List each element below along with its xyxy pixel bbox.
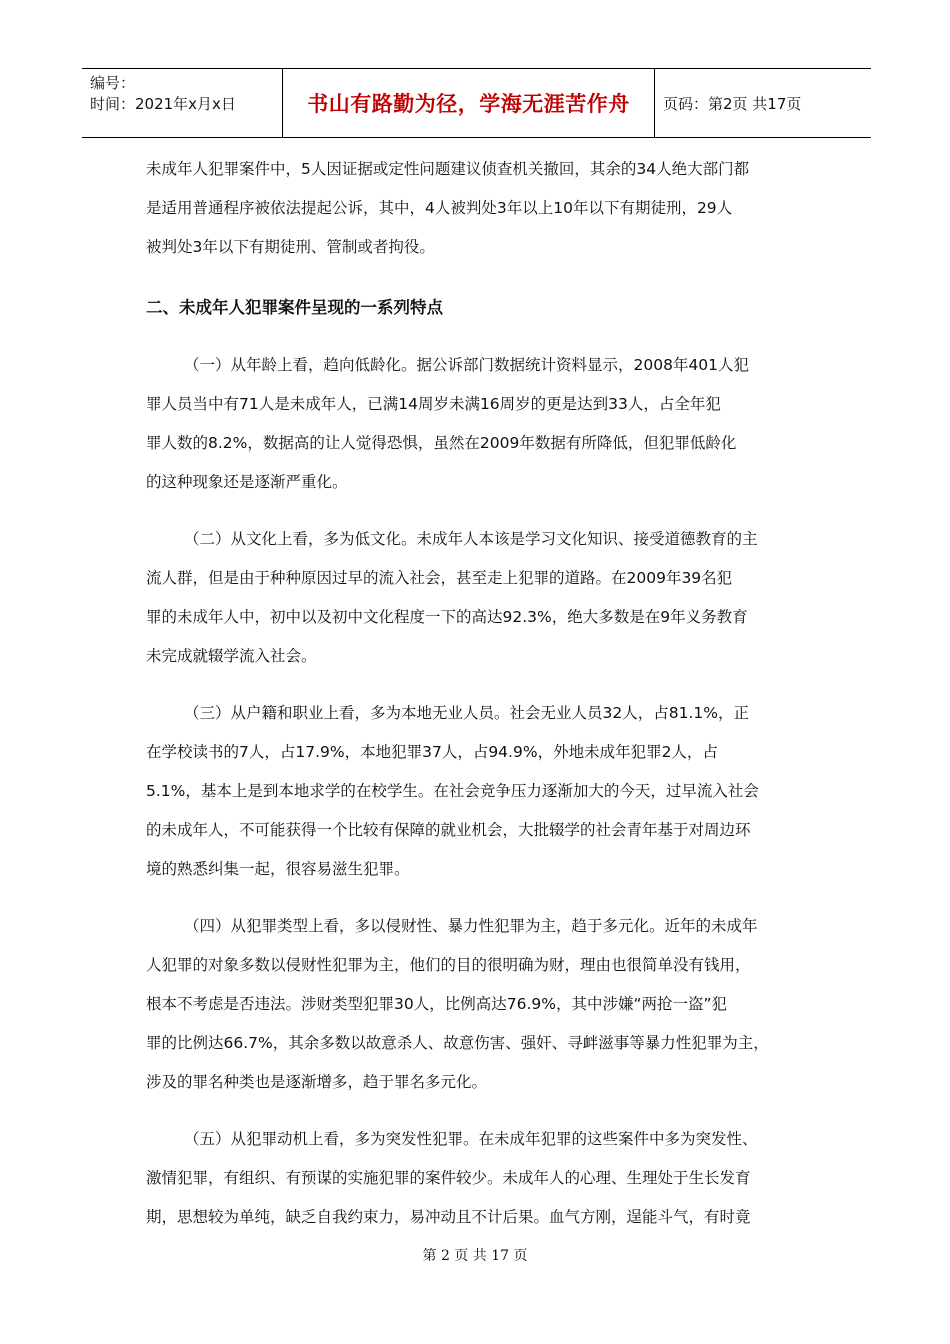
body-line: 涉及的罪名种类也是逐渐增多，趋于罪名多元化。 (146, 1073, 488, 1091)
body-line: （四）从犯罪类型上看，多以侵财性、暴力性犯罪为主，趋于多元化。近年的未成年 (184, 917, 758, 935)
page-footer: 第 2 页 共 17 页 (422, 1248, 528, 1264)
body-line: 流人群，但是由于种种原因过早的流入社会，甚至走上犯罪的道路。在2009年39名犯 (146, 569, 733, 587)
body-line: 根本不考虑是否违法。涉财类型犯罪30人，比例高达76.9%，其中涉嫌“两抢一盗”犯 (146, 995, 728, 1013)
page-header (82, 68, 871, 138)
body-line: （三）从户籍和职业上看，多为本地无业人员。社会无业人员32人，占81.1%，正 (184, 704, 749, 722)
body-line: （二）从文化上看，多为低文化。未成年人本该是学习文化知识、接受道德教育的主 (184, 530, 758, 548)
body-line: 的未成年人，不可能获得一个比较有保障的就业机会，大批辍学的社会青年基于对周边环 (146, 821, 751, 839)
body-line: 未完成就辍学流入社会。 (146, 647, 317, 665)
body-line: 罪人数的8.2%，数据高的让人觉得恐惧，虽然在2009年数据有所降低，但犯罪低龄化 (146, 434, 737, 452)
header-meta (82, 69, 282, 137)
header-page-label: 页码：第2页 共17页 (663, 94, 802, 113)
body-line: 罪的比例达66.7%，其余多数以故意杀人、故意伤害、强奸、寻衅滋事等暴力性犯罪为主， (146, 1034, 769, 1052)
body-line: 的这种现象还是逐渐严重化。 (146, 473, 348, 491)
body-line: 激情犯罪，有组织、有预谋的实施犯罪的案件较少。未成年人的心理、生理处于生长发育 (146, 1169, 751, 1187)
body-line: 期，思想较为单纯，缺乏自我约束力，易冲动且不计后果。血气方刚，逞能斗气，有时竟 (146, 1208, 751, 1226)
body-line: 5.1%，基本上是到本地求学的在校学生。在社会竞争压力逐渐加大的今天，过早流入社会 (146, 782, 759, 800)
body-line: 人犯罪的对象多数以侵财性犯罪为主，他们的目的很明确为财，理由也很简单没有钱用， (146, 956, 751, 974)
body-line: 未成年人犯罪案件中，5人因证据或定性问题建议侦查机关撤回，其余的34人绝大部门都 (146, 160, 750, 178)
body-line: 境的熟悉纠集一起，很容易滋生犯罪。 (146, 860, 410, 878)
body-line: 在学校读书的7人，占17.9%，本地犯罪37人，占94.9%，外地未成年犯罪2人，占 (146, 743, 718, 761)
body-line: 罪的未成年人中，初中以及初中文化程度一下的高达92.3%，绝大多数是在9年义务教育 (146, 608, 748, 626)
number-label: 编号： (90, 74, 136, 92)
time-label: 时间：2021年x月x日 (90, 95, 236, 113)
header-motto: 书山有路勤为径，学海无涯苦作舟 (282, 69, 655, 137)
body-line: （五）从犯罪动机上看，多为突发性犯罪。在未成年犯罪的这些案件中多为突发性、 (184, 1130, 758, 1148)
body-line: 是适用普通程序被依法提起公诉，其中，4人被判处3年以上10年以下有期徒刑，29人 (146, 199, 733, 217)
body-line: 罪人员当中有71人是未成年人，已满14周岁未满16周岁的更是达到33人，占全年犯 (146, 395, 721, 413)
body-line: 被判处3年以下有期徒刑、管制或者拘役。 (146, 238, 435, 256)
section-heading: 二、未成年人犯罪案件呈现的一系列特点 (146, 298, 443, 317)
body-line: （一）从年龄上看，趋向低龄化。据公诉部门数据统计资料显示，2008年401人犯 (184, 356, 750, 374)
